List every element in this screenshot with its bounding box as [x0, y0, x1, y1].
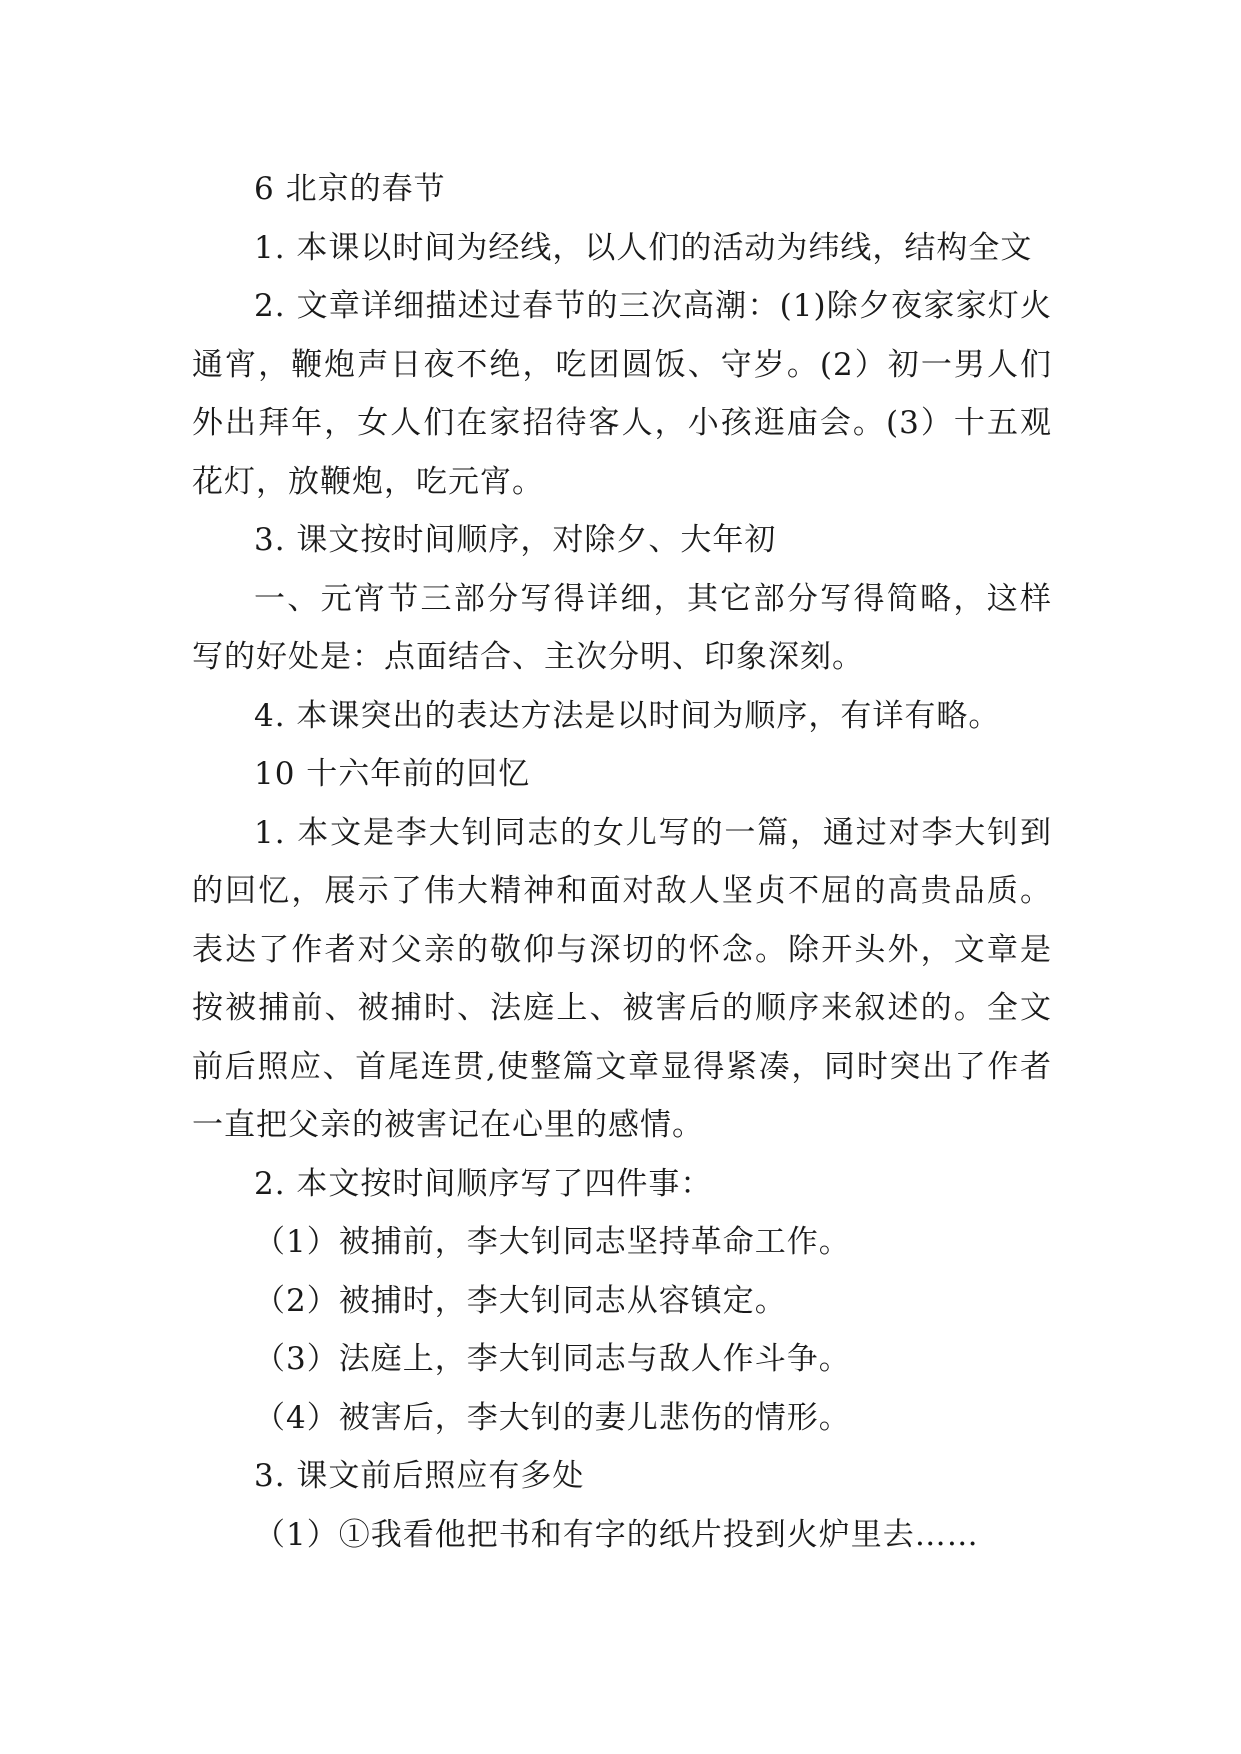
paragraph-echoes: 3. 课文前后照应有多处 — [254, 1458, 585, 1494]
paragraph-article-summary: 1. 本文是李大钊同志的女儿写的一篇，通过对李大钊到的回忆，展示了伟大精神和面对敌人坚贞不屈的高贵品质。表达了作者对父亲的敬仰与深切的怀念。除开头外，文章是按被捕前、被捕时、法庭上、被害后的顺序来叙述的。全文前后照应、首尾连贯,使整篇文章显得紧凑，同时突出了作者一直把父亲的被害记在心里的感情。 — [192, 814, 1052, 1143]
list-item-event-1: （1）被捕前，李大钊同志坚持革命工作。 — [254, 1224, 851, 1260]
paragraph-detail-benefit: 一、元宵节三部分写得详细，其它部分写得简略，这样写的好处是：点面结合、主次分明、印象深刻。 — [192, 580, 1052, 675]
section-heading-sixteen-years-ago: 10 十六年前的回忆 — [254, 756, 531, 792]
paragraph-four-events: 2. 本文按时间顺序写了四件事： — [254, 1165, 713, 1202]
list-item-echo-1: （1）①我看他把书和有字的纸片投到火炉里去…… — [254, 1516, 979, 1553]
list-item-event-4: （4）被害后，李大钊的妻儿悲伤的情形。 — [254, 1399, 851, 1436]
paragraph-expression-method: 4. 本课突出的表达方法是以时间为顺序，有详有略。 — [254, 697, 1001, 734]
paragraph-structure: 1. 本课以时间为经线，以人们的活动为纬线，结构全文 — [254, 229, 1033, 266]
list-item-event-2: （2）被捕时，李大钊同志从容镇定。 — [254, 1282, 787, 1319]
paragraph-three-climaxes: 2. 文章详细描述过春节的三次高潮：(1)除夕夜家家灯火通宵，鞭炮声日夜不绝，吃团圆饭、守岁。(2）初一男人们外出拜年，女人们在家招待客人，小孩逛庙会。(3）十五观花灯，放鞭炮，吃元宵。 — [192, 288, 1052, 500]
list-item-event-3: （3）法庭上，李大钊同志与敌人作斗争。 — [254, 1341, 851, 1377]
section-heading-beijing-spring-festival: 6 北京的春节 — [254, 171, 446, 207]
paragraph-time-order: 3. 课文按时间顺序，对除夕、大年初 — [254, 522, 777, 558]
document-body — [192, 160, 1052, 1564]
